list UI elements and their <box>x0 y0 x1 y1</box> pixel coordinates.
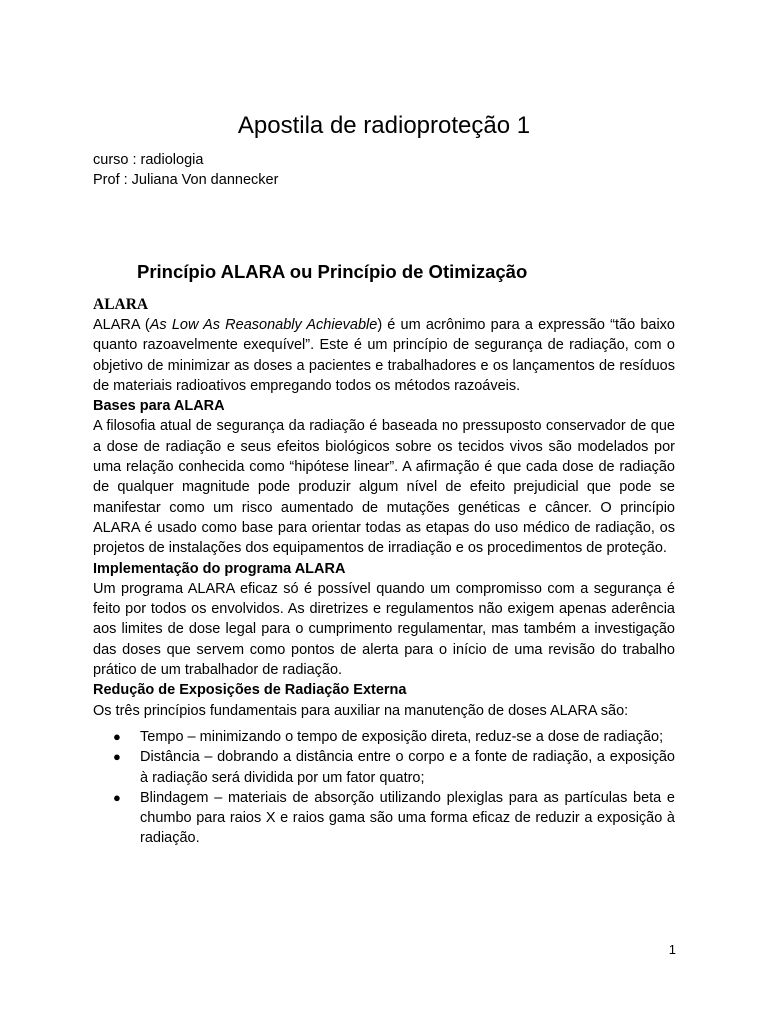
reduction-paragraph: Os três princípios fundamentais para auxiliar na manutenção de doses ALARA são: <box>93 702 629 719</box>
document-body <box>93 295 675 849</box>
course-line: curso : radiologia <box>93 152 204 168</box>
alara-intro-post: ) é um acrônimo para a expressão “tão baixo quanto razoavelmente exequível”. Este é um princípio de segurança de radiação, com o objetivo de minimizar as doses a pacientes e trabalhadores e os lançamentos de resíduos de materiais radioativos empregando todos os métodos razoáveis. <box>93 317 675 394</box>
list-item <box>93 788 675 849</box>
alara-acronym-expansion: As Low As Reasonably Achievable <box>149 317 378 333</box>
alara-heading: ALARA <box>93 296 149 313</box>
list-item <box>93 727 675 747</box>
implementation-paragraph: Um programa ALARA eficaz só é possível quando um compromisso com a segurança é feito por todos os envolvidos. As diretrizes e regulamentos não exigem apenas aderência aos limites de dose legal para o cumprimento regulamentar, mas também a investigação das doses que servem como pontos de alerta para o início de uma revisão do trabalho prático de um trabalhador de radiação. <box>93 580 675 679</box>
alara-intro-pre: ALARA ( <box>93 317 150 333</box>
section-title: Princípio ALARA ou Princípio de Otimização <box>137 261 528 282</box>
document-meta <box>93 150 278 190</box>
implementation-heading: Implementação do programa ALARA <box>93 560 346 577</box>
reduction-heading: Redução de Exposições de Radiação Externa <box>93 682 407 699</box>
bullet-icon: ● <box>113 728 121 744</box>
list-item-text: Distância – dobrando a distância entre o corpo e a fonte de radiação, a exposição à radiação será dividida por um fator quatro; <box>140 749 675 786</box>
page-number: 1 <box>668 942 676 957</box>
list-item-text: Blindagem – materiais de absorção utilizando plexiglas para as partículas beta e chumbo para raios X e raios gama são uma forma eficaz de reduzir a exposição à radiação. <box>140 789 675 847</box>
bullet-icon: ● <box>113 749 121 765</box>
principles-list <box>93 727 675 849</box>
list-item <box>93 747 675 788</box>
alara-intro-paragraph <box>93 315 675 396</box>
bases-paragraph: A filosofia atual de segurança da radiação é baseada no pressuposto conservador de que a dose de radiação e seus efeitos biológicos sobre os tecidos vivos são modelados por uma relação conhecida como “hipótese linear”. A afirmação é que cada dose de radiação de qualquer magnitude pode produzir algum nível de efeito prejudicial que pode se manifestar como um risco aumentado de mutações genéticas e câncer. O princípio ALARA é usado como base para orientar todas as etapas do uso médico de radiação, os projetos de instalações dos equipamentos de irradiação e os procedimentos de proteção. <box>93 418 675 557</box>
bullet-icon: ● <box>113 789 121 805</box>
bases-heading: Bases para ALARA <box>93 398 225 415</box>
document-title: Apostila de radioproteção 1 <box>237 112 531 139</box>
list-item-text: Tempo – minimizando o tempo de exposição direta, reduz-se a dose de radiação; <box>140 728 664 745</box>
professor-line: Prof : Juliana Von dannecker <box>93 172 279 188</box>
